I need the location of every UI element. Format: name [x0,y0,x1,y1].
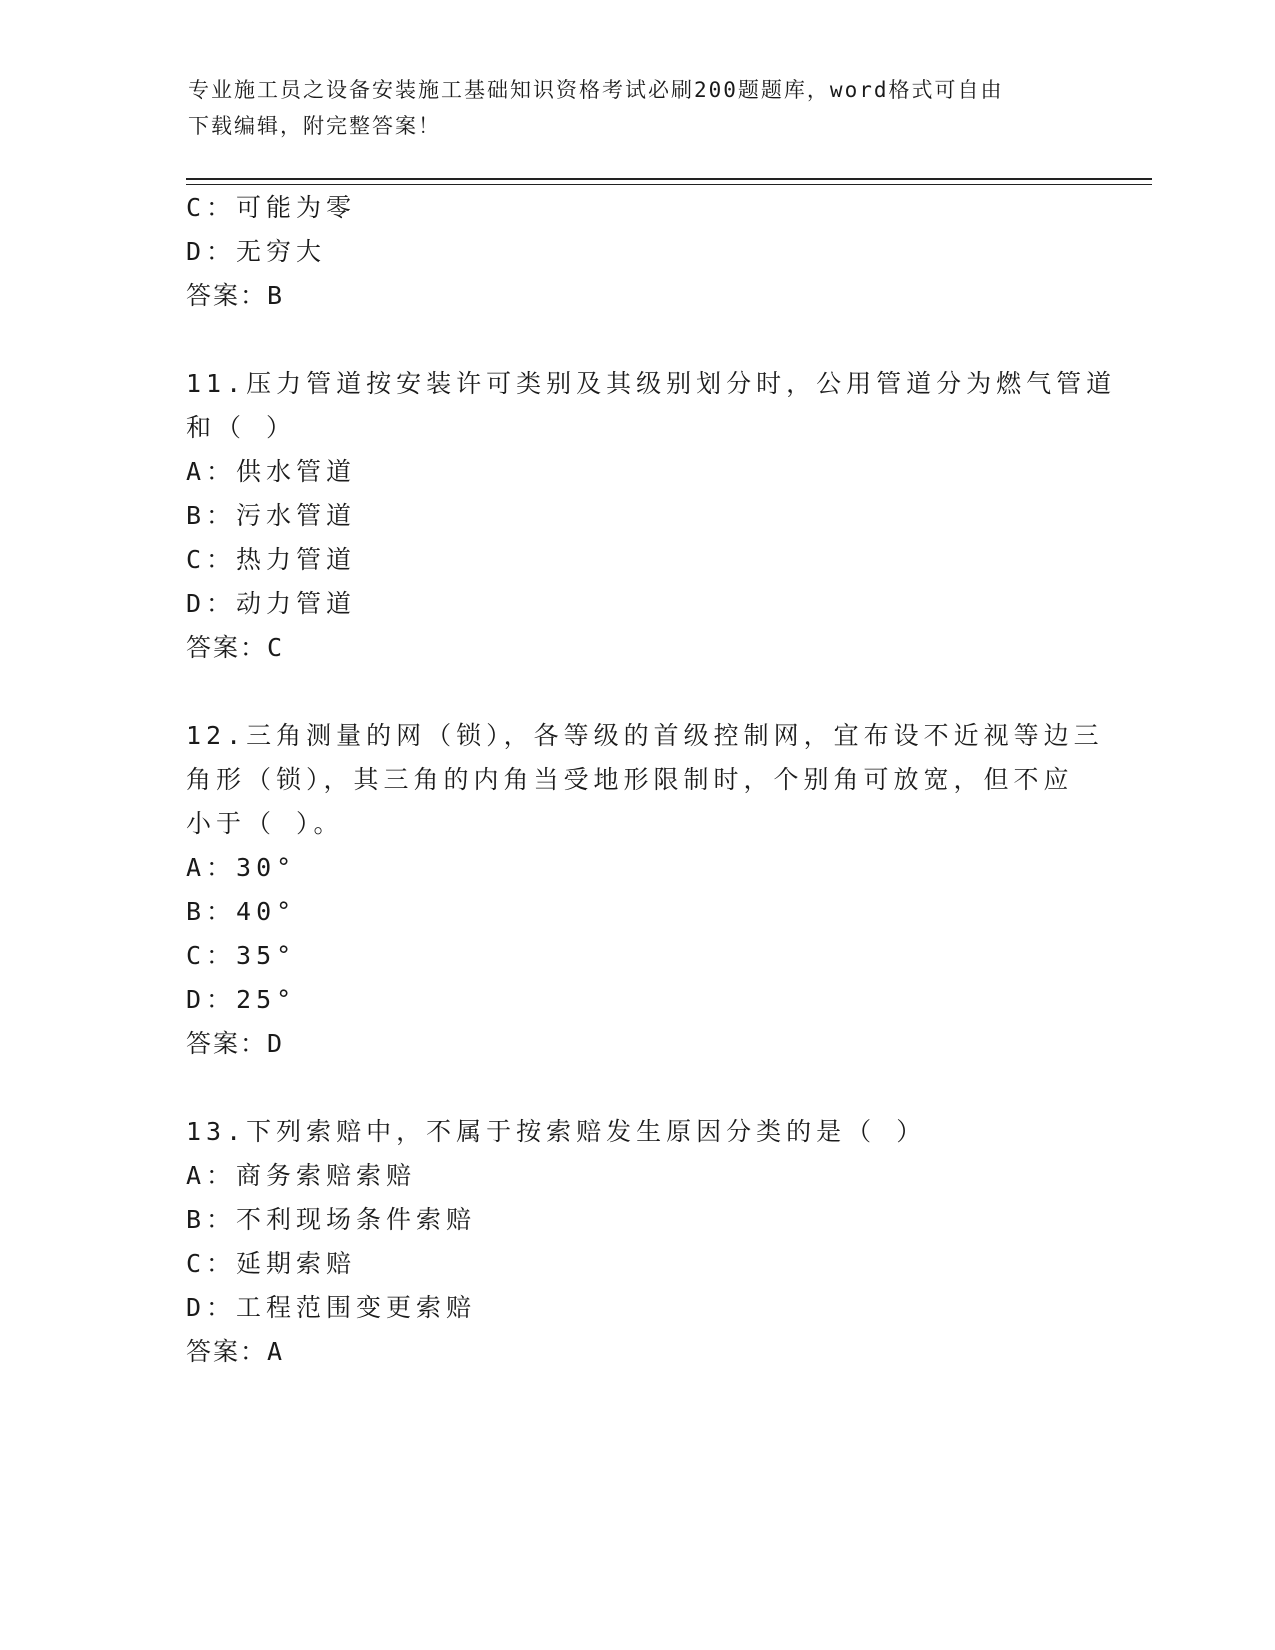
header-divider-thin [186,184,1152,185]
q11-option-c: C：热力管道 [186,545,357,574]
q12-option-a: A：30° [186,853,297,882]
q12-option-d: D：25° [186,985,297,1014]
q12-stem-line-3: 小于（ ）。 [186,809,344,838]
q11-stem-line-2: 和（ ） [186,413,297,442]
q12-stem-line-1: 12.三角测量的网（锁），各等级的首级控制网，宜布设不近视等边三 [186,721,1104,750]
q11-stem-line-1: 11.压力管道按安装许可类别及其级别划分时，公用管道分为燃气管道 [186,369,1117,398]
q12-answer: 答案：D [186,1029,285,1058]
q13-option-a: A：商务索赔索赔 [186,1161,417,1190]
q12-stem-line-2: 角形（锁），其三角的内角当受地形限制时，个别角可放宽，但不应 [186,765,1074,794]
document-header [188,72,1068,144]
q10-option-c: C：可能为零 [186,193,357,222]
header-line-1: 专业施工员之设备安装施工基础知识资格考试必刷200题题库，word格式可自由 [188,78,1004,102]
q11-answer: 答案：C [186,633,285,662]
q10-answer: 答案：B [186,281,285,310]
q11-option-a: A：供水管道 [186,457,357,486]
q13-option-c: C：延期索赔 [186,1249,357,1278]
q11-option-d: D：动力管道 [186,589,357,618]
header-line-2: 下载编辑，附完整答案！ [188,114,441,138]
q12-option-c: C：35° [186,941,297,970]
q13-stem-line-1: 13.下列索赔中，不属于按索赔发生原因分类的是（ ） [186,1117,927,1146]
q13-option-d: D：工程范围变更索赔 [186,1293,477,1322]
header-divider-thick [186,178,1152,180]
q12-option-b: B：40° [186,897,297,926]
q10-option-d: D：无穷大 [186,237,327,266]
q11-option-b: B：污水管道 [186,501,357,530]
q13-answer: 答案：A [186,1337,285,1366]
q13-option-b: B：不利现场条件索赔 [186,1205,477,1234]
